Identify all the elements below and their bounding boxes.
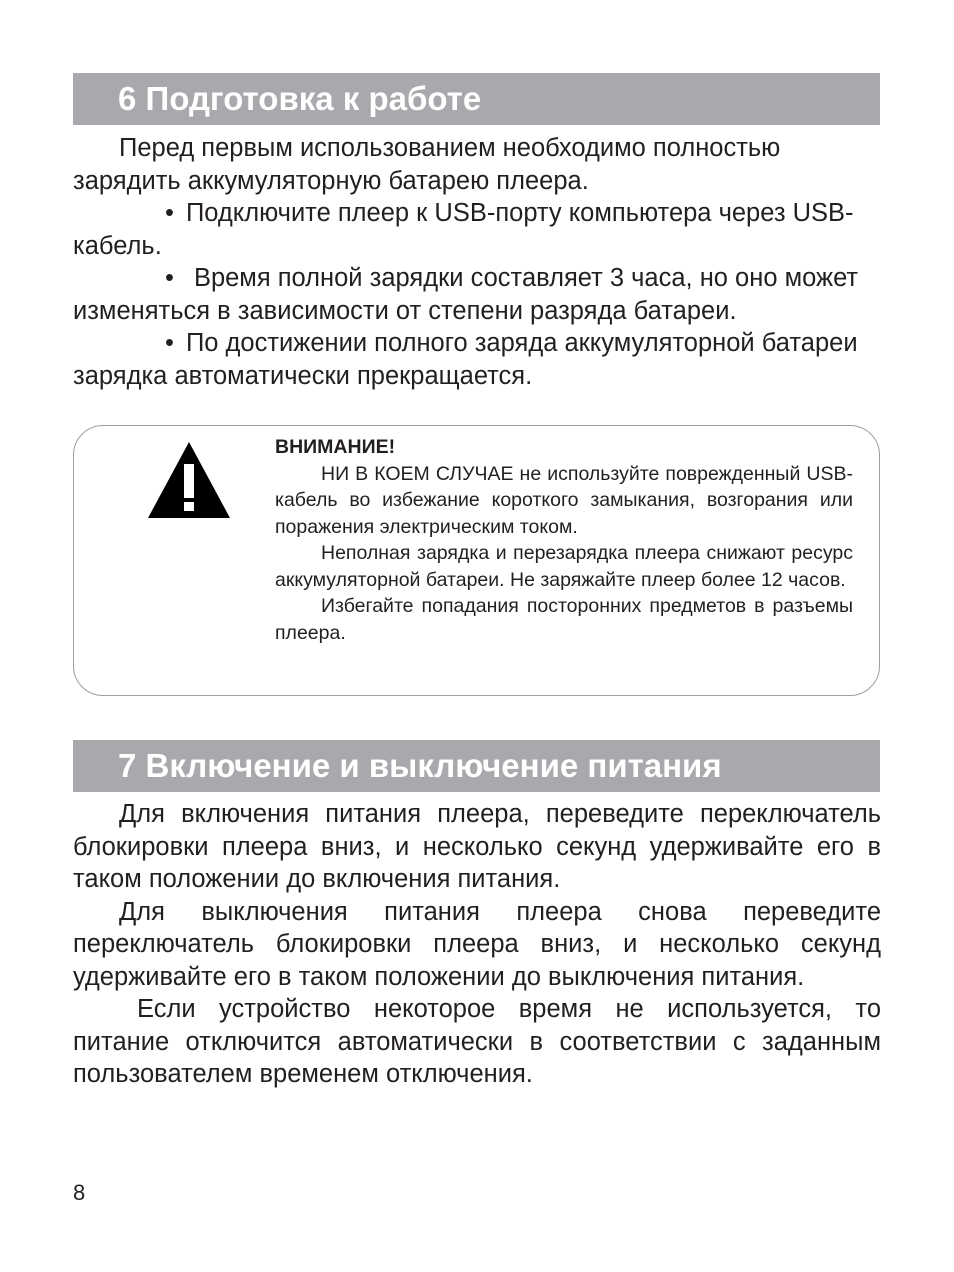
warning-paragraph: Избегайте попадания посторонних предметов в разъемы плеера.: [275, 595, 853, 644]
bullet-icon: •: [165, 329, 174, 357]
warning-paragraph: НИ В КОЕМ СЛУЧАЕ не используйте поврежденный USB-кабель во избежание короткого замыкания, возгорания или поражения электрическим током.: [275, 462, 853, 538]
bullet-icon: •: [165, 199, 174, 227]
section-7-heading: 7 Включение и выключение питания: [73, 740, 880, 792]
warning-title: ВНИМАНИЕ!: [275, 436, 396, 458]
list-item: [73, 327, 881, 392]
list-item-text: Подключите плеер к USB-порту компьютера через USB-кабель.: [73, 199, 854, 260]
list-item-text: По достижении полного заряда аккумуляторной батареи зарядка автоматически прекращается.: [73, 329, 858, 390]
section-6-body: [73, 132, 881, 392]
bullet-icon: •: [165, 264, 174, 292]
section-6-intro: Перед первым использованием необходимо полностью зарядить аккумуляторную батарею плеера.: [73, 134, 781, 195]
list-item-text: Время полной зарядки составляет 3 часа, но оно может изменяться в зависимости от степени разряда батареи.: [73, 264, 859, 325]
list-item: [73, 197, 881, 262]
section-7-paragraph: Для выключения питания плеера снова переведите переключатель блокировки плеера вниз, и несколько секунд удерживайте его в таком положении до выключения питания.: [73, 897, 881, 991]
section-7-paragraph: Если устройство некоторое время не используется, то питание отключится автоматически в соответствии с заданным пользователем временем отключения.: [73, 995, 881, 1088]
section-7-paragraph: Для включения питания плеера, переведите переключатель блокировки плеера вниз, и несколько секунд удерживайте его в таком положении до включения питания.: [73, 800, 881, 893]
page-number: 8: [73, 1180, 86, 1205]
section-7-body: [73, 798, 881, 1091]
warning-box: [73, 425, 880, 696]
list-item: [73, 262, 881, 327]
section-6-heading: 6 Подготовка к работе: [73, 73, 880, 125]
warning-triangle-icon: [146, 440, 232, 520]
warning-paragraph: Неполная зарядка и перезарядка плеера снижают ресурс аккумуляторной батареи. Не заряжайте плеер более 12 часов.: [275, 542, 853, 591]
warning-text: [275, 434, 853, 646]
